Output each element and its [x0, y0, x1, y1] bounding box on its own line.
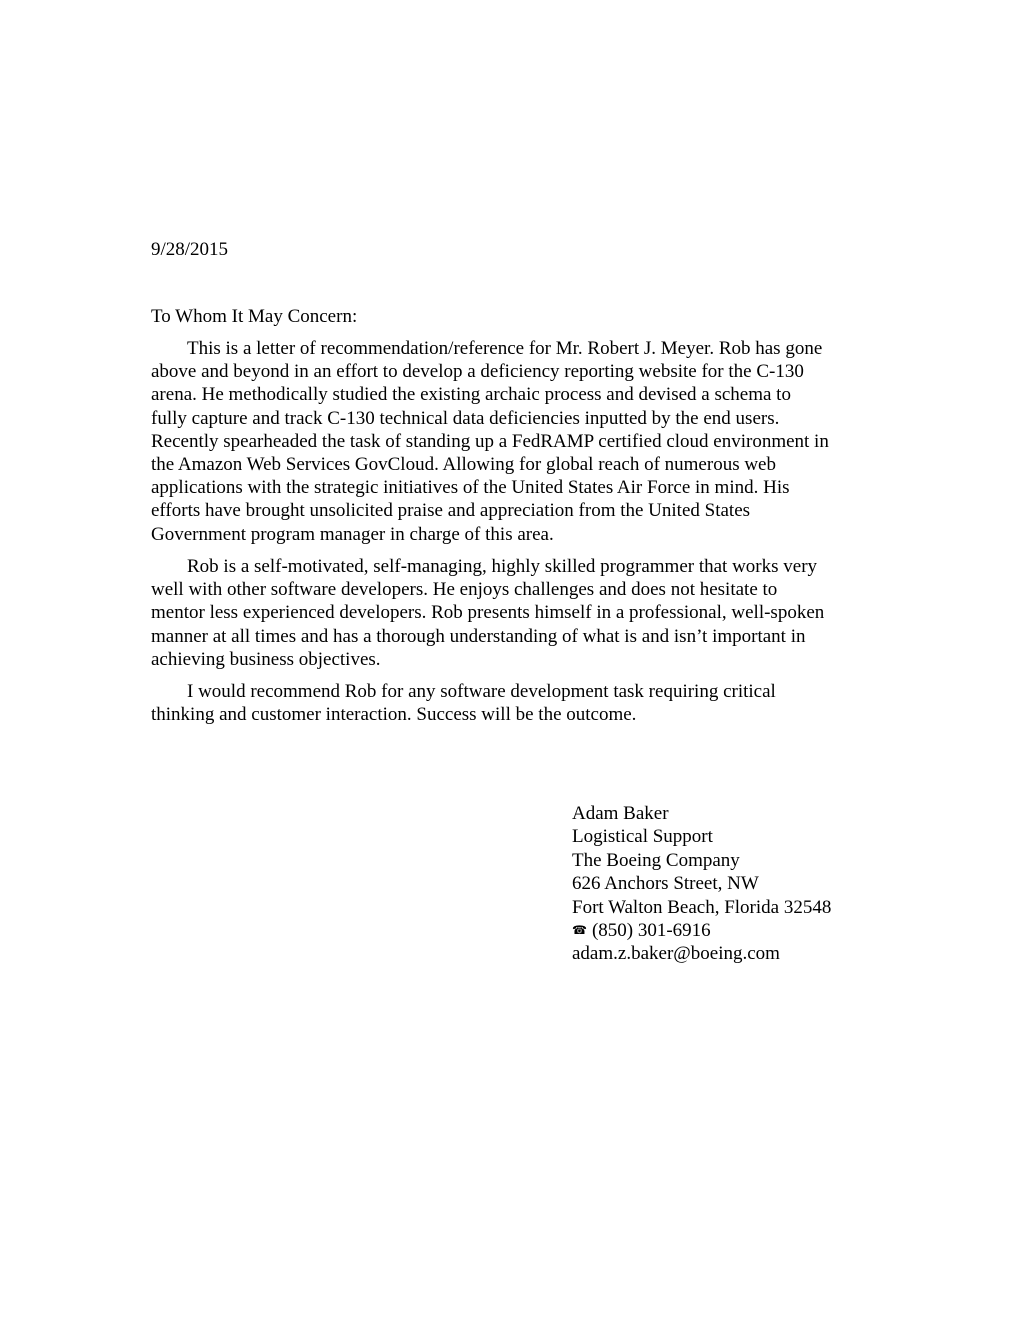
signer-phone-line [572, 919, 831, 942]
paragraph-line: manner at all times and has a thorough understanding of what is and isn’t important in [151, 625, 806, 647]
signer-street: 626 Anchors Street, NW [572, 873, 759, 895]
paragraph-line: the Amazon Web Services GovCloud. Allowing for global reach of numerous web [151, 454, 776, 476]
paragraph-1 [151, 337, 829, 546]
paragraph-line: efforts have brought unsolicited praise and appreciation from the United States [151, 500, 751, 522]
signer-email: adam.z.baker@boeing.com [572, 943, 780, 965]
paragraph-line: thinking and customer interaction. Success will be the outcome. [151, 704, 637, 726]
paragraph-line: Rob is a self-motivated, self-managing, highly skilled programmer that works very [187, 556, 818, 577]
salutation: To Whom It May Concern: [151, 306, 358, 327]
telephone-icon: ☎ [572, 923, 587, 938]
paragraph-line: Government program manager in charge of this area. [151, 523, 554, 545]
signer-phone: (850) 301-6916 [591, 920, 711, 942]
paragraph-2 [151, 555, 824, 671]
paragraph-line: applications with the strategic initiatives of the United States Air Force in mind. His [151, 477, 790, 499]
paragraph-line: above and beyond in an effort to develop a deficiency reporting website for the C-130 [151, 361, 804, 383]
paragraph-line: arena. He methodically studied the existing archaic process and devised a schema to [151, 384, 791, 406]
signer-title: Logistical Support [572, 826, 713, 848]
paragraph-line: achieving business objectives. [151, 648, 381, 670]
paragraph-3 [151, 680, 776, 726]
signer-name: Adam Baker [572, 803, 669, 824]
signature-block [572, 802, 831, 966]
paragraph-line: This is a letter of recommendation/reference for Mr. Robert J. Meyer. Rob has gone [187, 338, 823, 359]
paragraph-line: I would recommend Rob for any software development task requiring critical [187, 681, 776, 702]
paragraph-line: mentor less experienced developers. Rob presents himself in a professional, well-spoken [151, 602, 825, 624]
signer-city: Fort Walton Beach, Florida 32548 [572, 896, 832, 918]
letter-date: 9/28/2015 [151, 239, 229, 260]
paragraph-line: Recently spearheaded the task of standing up a FedRAMP certified cloud environment in [151, 430, 829, 452]
signer-company: The Boeing Company [572, 849, 740, 871]
paragraph-line: well with other software developers. He enjoys challenges and does not hesitate to [151, 579, 778, 601]
paragraph-line: fully capture and track C-130 technical data deficiencies inputted by the end users. [151, 407, 780, 429]
